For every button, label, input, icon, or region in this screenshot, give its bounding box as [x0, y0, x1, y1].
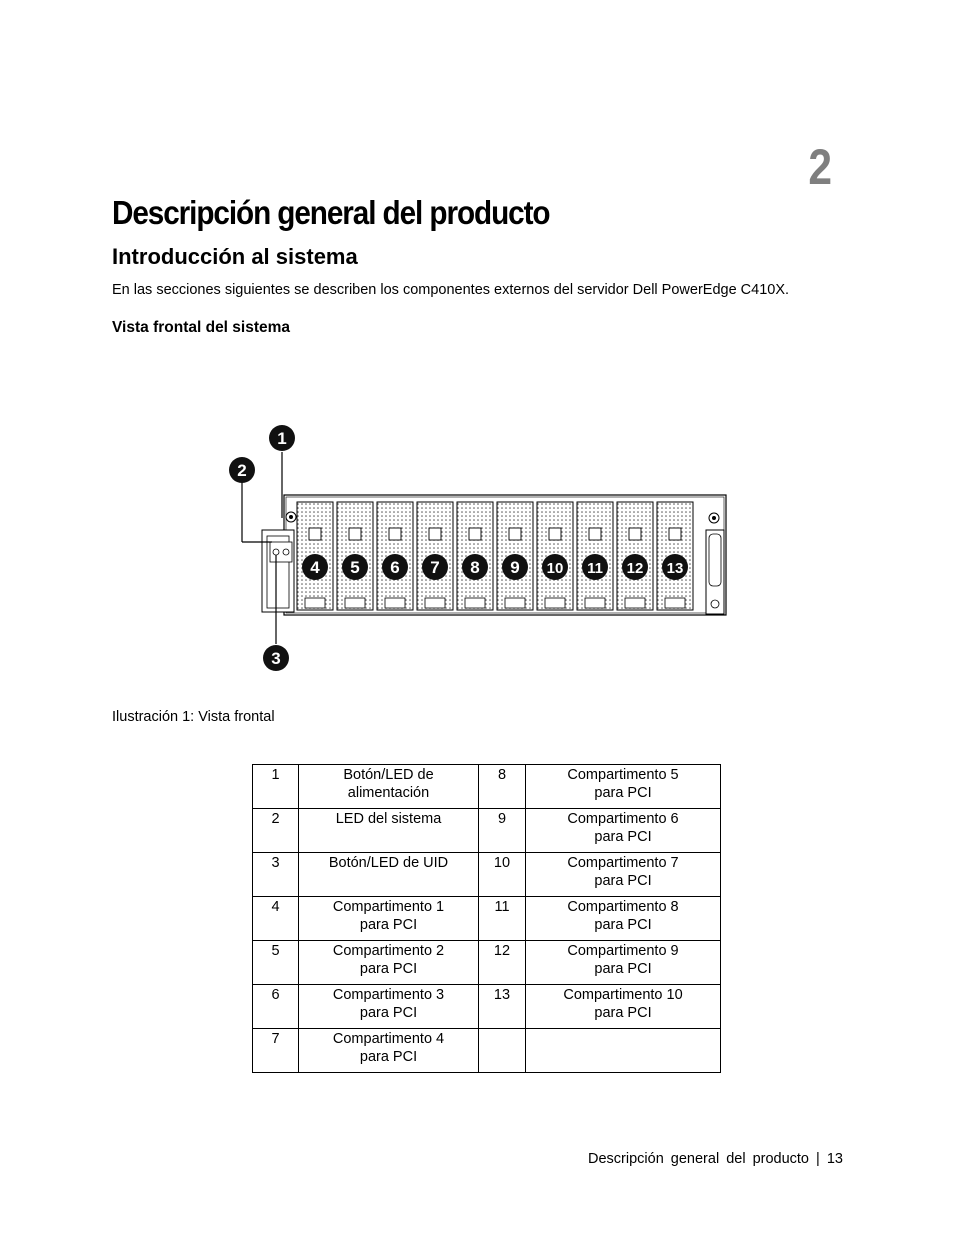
callout-13: [662, 554, 688, 580]
table-row: [253, 941, 721, 985]
table-row: [253, 809, 721, 853]
legend-description-line: Compartimento 9: [567, 943, 679, 959]
legend-number: 6: [253, 985, 299, 1029]
legend-description-line: Compartimento 7: [567, 855, 679, 871]
legend-number: 8: [479, 765, 526, 809]
svg-text:9: 9: [510, 558, 520, 577]
svg-text:7: 7: [430, 558, 440, 577]
legend-description-line: para PCI: [594, 785, 652, 801]
svg-text:13: 13: [666, 560, 684, 577]
legend-number: 2: [253, 809, 299, 853]
legend-number: 1: [253, 765, 299, 809]
section-title: Introducción al sistema: [112, 244, 358, 269]
legend-description-line: Compartimento 2: [332, 943, 445, 959]
svg-text:5: 5: [350, 558, 360, 577]
legend-description-line: para PCI: [359, 917, 418, 933]
footer-section: Descripción general del producto: [588, 1151, 810, 1167]
legend-number: 5: [253, 941, 299, 985]
legend-description-line: Compartimento 1: [332, 899, 445, 915]
legend-description: [299, 765, 479, 809]
legend-description-line: para PCI: [594, 917, 652, 933]
legend-description-line: para PCI: [594, 961, 652, 977]
legend-number: 11: [479, 897, 526, 941]
legend-number: 10: [479, 853, 526, 897]
callout-3: [263, 645, 289, 671]
callout-12: [622, 554, 648, 580]
table-row: [253, 853, 721, 897]
legend-description: [526, 809, 721, 853]
page-footer: [555, 1151, 843, 1167]
legend-description: [299, 985, 479, 1029]
callout-4: [302, 554, 328, 580]
legend-description-line: Compartimento 8: [567, 899, 679, 915]
legend-description: [526, 853, 721, 897]
table-row: [253, 765, 721, 809]
table-row: [253, 897, 721, 941]
legend-description-line: para PCI: [594, 829, 652, 845]
legend-description: [299, 941, 479, 985]
callout-8: [462, 554, 488, 580]
legend-description: [299, 853, 479, 897]
legend-description-line: Botón/LED de UID: [328, 855, 449, 871]
svg-text:3: 3: [271, 649, 281, 668]
callout-10: [542, 554, 568, 580]
svg-text:2: 2: [237, 461, 247, 480]
svg-text:12: 12: [626, 560, 644, 577]
legend-description-line: Compartimento 4: [332, 1031, 445, 1047]
legend-description-line: Compartimento 5: [567, 767, 679, 783]
svg-text:11: 11: [587, 560, 603, 577]
legend-description-line: para PCI: [359, 1049, 418, 1065]
legend-description: [526, 941, 721, 985]
footer-separator: |: [816, 1151, 820, 1167]
svg-text:8: 8: [470, 558, 480, 577]
legend-number: 7: [253, 1029, 299, 1073]
figure-caption: Ilustración 1: Vista frontal: [112, 709, 275, 725]
legend-number: 12: [479, 941, 526, 985]
legend-description-line: alimentación: [347, 785, 430, 801]
svg-text:1: 1: [277, 429, 287, 448]
callout-2: [229, 457, 255, 483]
legend-description-line: Compartimento 10: [563, 987, 683, 1003]
callout-6: [382, 554, 408, 580]
callout-9: [502, 554, 528, 580]
subsection-title: Vista frontal del sistema: [112, 319, 291, 336]
legend-description-line: LED del sistema: [335, 811, 442, 827]
table-row: [253, 1029, 721, 1073]
legend-number: 9: [479, 809, 526, 853]
legend-description: [299, 1029, 479, 1073]
callout-7: [422, 554, 448, 580]
legend-description-line: para PCI: [594, 1005, 652, 1021]
legend-number: 13: [479, 985, 526, 1029]
chapter-number: 2: [808, 139, 832, 195]
legend-table: [252, 764, 721, 1073]
legend-number: 3: [253, 853, 299, 897]
legend-description-line: para PCI: [359, 961, 418, 977]
legend-description: [526, 1029, 721, 1073]
legend-description-line: Compartimento 6: [567, 811, 679, 827]
svg-text:10: 10: [546, 560, 564, 577]
front-view-figure: [220, 418, 732, 680]
legend-description: [299, 897, 479, 941]
page-number: 13: [826, 1151, 843, 1167]
legend-description-line: Botón/LED de: [343, 767, 434, 783]
legend-description: [526, 765, 721, 809]
legend-description-line: Compartimento 3: [332, 987, 445, 1003]
section-intro: En las secciones siguientes se describen los componentes externos del servidor Dell PowerEdge C410X.: [112, 282, 790, 298]
legend-number: [479, 1029, 526, 1073]
svg-text:4: 4: [310, 558, 320, 577]
legend-description-line: para PCI: [359, 1005, 418, 1021]
callout-1: [269, 425, 295, 451]
table-row: [253, 985, 721, 1029]
legend-number: 4: [253, 897, 299, 941]
callout-11: [582, 554, 608, 580]
svg-text:6: 6: [390, 558, 400, 577]
legend-description: [299, 809, 479, 853]
legend-description-line: para PCI: [594, 873, 652, 889]
page-title: Descripción general del producto: [112, 194, 550, 231]
legend-description: [526, 985, 721, 1029]
legend-description: [526, 897, 721, 941]
callout-5: [342, 554, 368, 580]
